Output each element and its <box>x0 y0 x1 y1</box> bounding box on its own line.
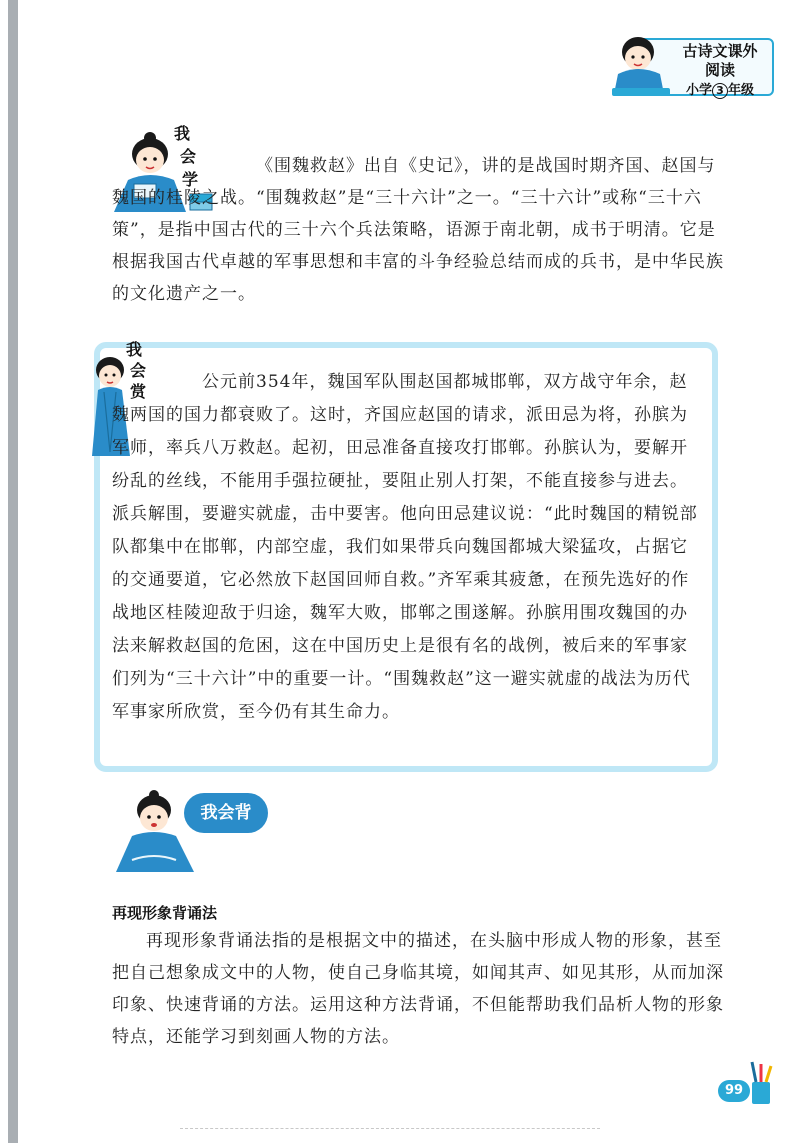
appreciate-paragraph <box>112 366 702 729</box>
grade-number: 3 <box>712 83 728 99</box>
learn-paragraph <box>112 150 724 310</box>
recite-paragraph <box>112 925 724 1053</box>
reading-child-icon <box>608 34 674 98</box>
appreciate-label-char-1: 我 <box>125 340 142 359</box>
recite-paragraph-text: 再现形象背诵法指的是根据文中的描述，在头脑中形成人物的形象，甚至把自己想象成文中的人物，使自己身临其境，如闻其声、如见其形，从而加深印象、快速背诵的方法。运用这种方法背诵，不但能帮助我们品析人物的形象特点，还能学习到刻画人物的方法。 <box>112 931 724 1047</box>
series-title-line2: 阅读 <box>704 61 735 79</box>
appreciate-label-char-2: 会 <box>129 361 146 380</box>
pencil-cup-icon <box>746 1060 776 1106</box>
appreciate-label-char-3: 赏 <box>129 382 146 401</box>
bottom-faint-line <box>180 1128 600 1134</box>
grade-prefix: 小学 <box>685 83 712 98</box>
book-header <box>608 34 778 98</box>
learn-label-char-2: 会 <box>179 147 196 166</box>
learn-label-char-1: 我 <box>173 124 190 143</box>
series-title <box>668 42 772 80</box>
recite-bubble: 我会背 <box>184 793 268 833</box>
page-number: 99 <box>718 1080 750 1102</box>
recite-section-title: 再现形象背诵法 <box>112 904 218 922</box>
grade-label <box>668 79 772 99</box>
page-edge-bar <box>8 0 18 1143</box>
appreciate-paragraph-text: 公元前354年，魏国军队围赵国都城邯郸，双方战守年余，赵魏两国的国力都衰败了。这时，齐国应赵国的请求，派田忌为将，孙膑为军师，率兵八万救赵。起初，田忌准备直接攻打邯郸。孙膑认为，要解开纷乱的丝线，不能用手强拉硬扯，要阻止别人打架，不能直接参与进去。派兵解围，要避实就虚，击中要害。他向田忌建议说：“此时魏国的精锐部队都集中在邯郸，内部空虚，我们如果带兵向魏国都城大梁猛攻，占据它的交通要道，它必然放下赵国回师自救。”齐军乘其疲惫，在预先选好的作战地区桂陵迎敌于归途，魏军大败，邯郸之围遂解。孙膑用围攻魏国的办法来解救赵国的危困，这在中国历史上是很有名的战例，被后来的军事家们列为“三十六计”中的重要一计。“围魏救赵”这一避实就虚的战法为历代军事家所欣赏，至今仍有其生命力。 <box>112 372 698 722</box>
learn-paragraph-text: 《围魏救赵》出自《史记》，讲的是战国时期齐国、赵国与魏国的桂陵之战。“围魏救赵”是“三十六计”之一。“三十六计”或称“三十六策”，是指中国古代的三十六个兵法策略，语源于南北朝，成书于明清。它是根据我国古代卓越的军事思想和丰富的斗争经验总结而成的兵书，是中华民族的文化遗产之一。 <box>112 156 724 304</box>
boy-sitting-icon <box>112 790 198 876</box>
series-title-line1: 古诗文课外 <box>682 42 758 60</box>
grade-suffix: 年级 <box>728 83 755 98</box>
learn-label-char-3: 学 <box>181 170 198 189</box>
